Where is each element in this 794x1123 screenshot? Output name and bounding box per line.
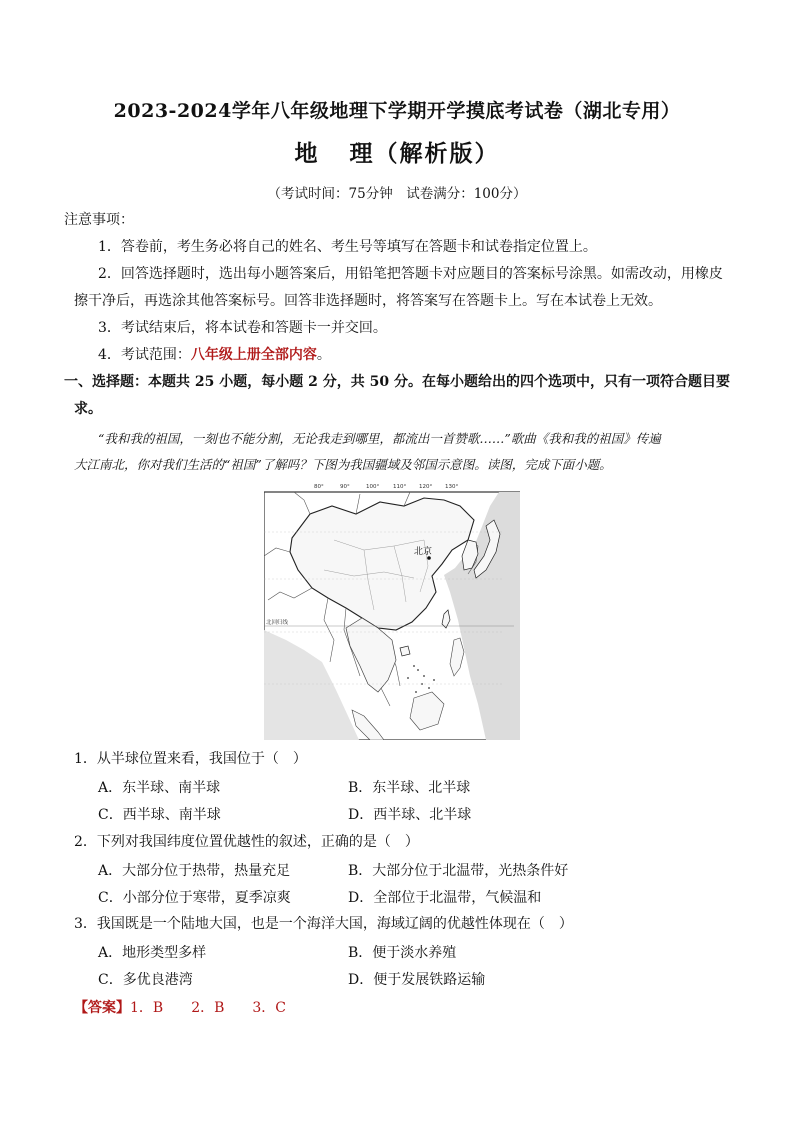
question-1-option-a[interactable]: A．东半球、南半球 bbox=[98, 780, 221, 796]
section-heading-line1: 一、选择题：本题共 25 小题，每小题 2 分，共 50 分。在每小题给出的四个选项中，只有一项符合题目要 bbox=[64, 374, 730, 390]
section-heading-line2: 求。 bbox=[74, 401, 102, 417]
passage-line1: “我和我的祖国，一刻也不能分割，无论我走到哪里，都流出一首赞歌……”歌曲《我和我的祖国》传遍 bbox=[98, 431, 661, 446]
lon-label-90: 90° bbox=[340, 484, 350, 490]
note-item-1: 1．答卷前，考生务必将自己的姓名、考生号等填写在答题卡和试卷指定位置上。 bbox=[98, 239, 597, 255]
question-3-option-a[interactable]: A．地形类型多样 bbox=[98, 945, 207, 961]
beijing-label: 北京 bbox=[414, 547, 433, 557]
question-1-option-c[interactable]: C．西半球、南半球 bbox=[98, 807, 221, 823]
lon-label-100: 100° bbox=[366, 484, 380, 490]
note-item-3: 3．考试结束后，将本试卷和答题卡一并交回。 bbox=[98, 320, 387, 336]
question-3-stem: 3．我国既是一个陆地大国，也是一个海洋大国，海域辽阔的优越性体现在（ ） bbox=[74, 916, 573, 932]
question-1-stem: 1．从半球位置来看，我国位于（ ） bbox=[74, 751, 307, 767]
exam-scope: 八年级上册全部内容 bbox=[190, 347, 317, 363]
question-2-option-d[interactable]: D．全部位于北温带，气候温和 bbox=[348, 890, 542, 906]
note-item-2-line1: 2．回答选择题时，选出每小题答案后，用铅笔把答题卡对应题目的答案标号涂黑。如需改动，用橡皮 bbox=[98, 266, 723, 282]
lon-label-80: 80° bbox=[314, 484, 324, 490]
question-1-option-d[interactable]: D．西半球、北半球 bbox=[348, 807, 472, 823]
notes-heading: 注意事项： bbox=[64, 212, 134, 228]
question-2-option-b[interactable]: B．大部分位于北温带，光热条件好 bbox=[348, 863, 569, 879]
note-item-2-line2: 擦干净后，再选涂其他答案标号。回答非选择题时，将答案写在答题卡上。写在本试卷上无效。 bbox=[74, 293, 662, 309]
question-3-option-d[interactable]: D．便于发展铁路运输 bbox=[348, 972, 486, 988]
question-3-option-b[interactable]: B．便于淡水养殖 bbox=[348, 945, 457, 961]
question-3-option-c[interactable]: C．多优良港湾 bbox=[98, 972, 193, 988]
answer-key bbox=[74, 997, 286, 1017]
lon-label-120: 120° bbox=[419, 484, 433, 490]
lon-label-130: 130° bbox=[445, 484, 459, 490]
lon-labels bbox=[314, 484, 458, 490]
document-subtitle bbox=[0, 135, 794, 168]
question-2-option-a[interactable]: A．大部分位于热带，热量充足 bbox=[98, 863, 291, 879]
subtitle-part-a: 地 bbox=[294, 140, 320, 167]
question-2-option-c[interactable]: C．小部分位于寒带，夏季凉爽 bbox=[98, 890, 291, 906]
subtitle-part-b: 理（解析版） bbox=[349, 140, 500, 167]
question-1-option-b[interactable]: B．东半球、北半球 bbox=[348, 780, 471, 796]
document-title: 2023-2024学年八年级地理下学期开学摸底考试卷（湖北专用） bbox=[113, 100, 681, 122]
passage-line2: 大江南北，你对我们生活的“祖国”了解吗？下图为我国疆域及邻国示意图。读图，完成下面小题。 bbox=[74, 457, 612, 472]
exam-info: （考试时间：75分钟 试卷满分：100分） bbox=[267, 186, 527, 202]
answer-label: 【答案】 bbox=[74, 1000, 130, 1016]
question-2-stem: 2．下列对我国纬度位置优越性的叙述，正确的是（ ） bbox=[74, 834, 419, 850]
tropic-of-cancer-label: 北回归线 bbox=[266, 620, 289, 626]
note-item-4: 4．考试范围：八年级上册全部内容。 bbox=[98, 347, 331, 363]
answer-values: 1．B 2．B 3．C bbox=[130, 1000, 287, 1016]
lon-label-110: 110° bbox=[393, 484, 407, 490]
china-territory-map bbox=[264, 480, 520, 740]
hainan-island bbox=[400, 646, 410, 656]
